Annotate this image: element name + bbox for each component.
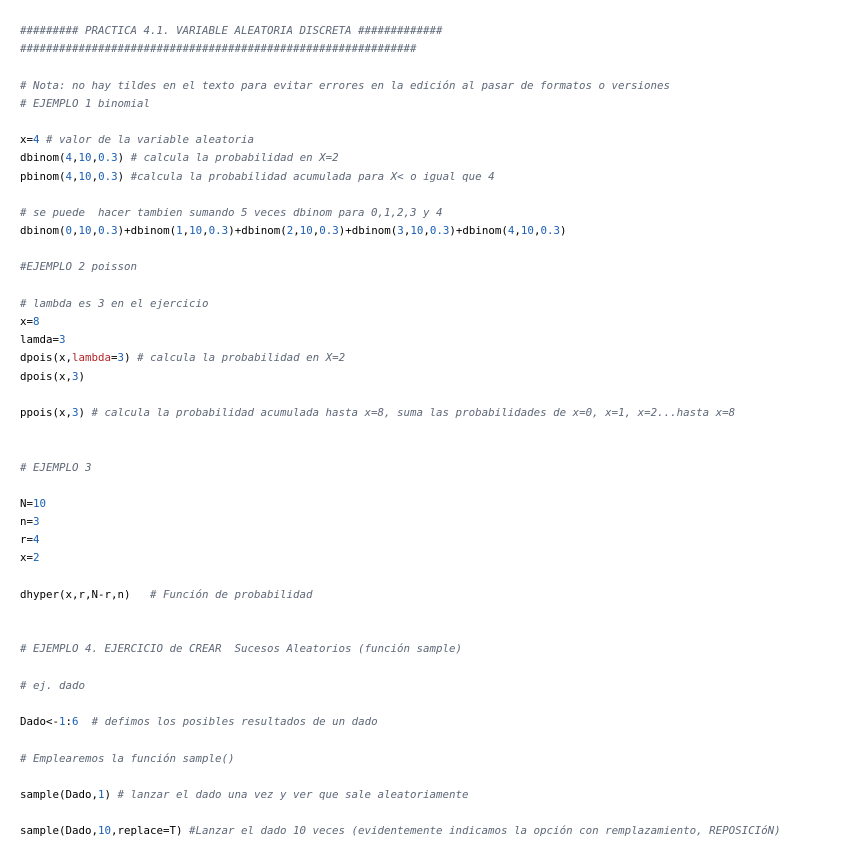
code-comment: ######### PRACTICA 4.1. VARIABLE ALEATORIA DISCRETA ############# [20, 24, 443, 37]
code-line[interactable] [20, 186, 848, 204]
code-token: , [182, 224, 190, 238]
code-comment: # calcula la probabilidad acumulada hasta x=8, suma las probabilidades de x=0, x=1, x=2...hasta x=8 [91, 405, 736, 419]
code-comment: # EJEMPLO 1 binomial [20, 96, 151, 110]
code-comment: # lanzar el dado una vez y ver que sale aleatoriamente [117, 787, 469, 801]
code-comment: # valor de la variable aleatoria [46, 133, 255, 147]
code-comment: # EJEMPLO 4. EJERCICIO de CREAR Sucesos Aleatorios (función sample) [20, 642, 463, 656]
numeric-literal: 10 [189, 224, 203, 238]
numeric-literal: 10 [33, 496, 47, 510]
code-line[interactable] [20, 713, 848, 731]
code-token: dpois(x, [20, 351, 73, 365]
code-comment: ############################################################# [20, 42, 417, 56]
numeric-literal: 4 [65, 151, 73, 165]
code-line[interactable] [20, 204, 848, 222]
code-token: ) [78, 369, 86, 383]
code-token: x= [20, 133, 34, 147]
code-comment: # lambda es 3 en el ejercicio [20, 296, 209, 310]
numeric-literal: 4 [65, 169, 73, 183]
numeric-literal: 0.3 [98, 169, 118, 183]
code-comment: # ej. dado [20, 678, 86, 692]
numeric-literal: 3 [72, 405, 79, 419]
code-token: , [91, 151, 99, 165]
code-token: dbinom( [20, 224, 66, 238]
numeric-literal: 0.3 [429, 224, 450, 238]
code-line[interactable] [20, 586, 848, 604]
code-line[interactable] [20, 113, 848, 131]
code-line[interactable] [20, 277, 848, 295]
code-token: x= [20, 315, 34, 328]
code-comment: # calcula la probabilidad en X=2 [130, 151, 339, 165]
numeric-literal: 10 [299, 224, 313, 238]
numeric-literal: 4 [33, 533, 40, 547]
numeric-literal: 0.3 [208, 224, 229, 238]
code-token: : [65, 715, 73, 729]
code-token: , [533, 224, 541, 238]
code-line[interactable] [20, 640, 848, 658]
numeric-literal: 6 [72, 715, 79, 729]
code-line[interactable] [20, 404, 848, 422]
code-line[interactable] [20, 240, 848, 258]
code-token: ) [78, 405, 92, 419]
code-token: dbinom( [20, 151, 66, 165]
code-line[interactable] [20, 349, 848, 367]
code-line[interactable] [20, 531, 848, 549]
code-line[interactable] [20, 440, 848, 458]
code-line[interactable] [20, 604, 848, 622]
numeric-literal: 3 [397, 224, 404, 238]
numeric-literal: 3 [72, 369, 79, 383]
code-token: )+dbinom( [228, 224, 287, 238]
code-line[interactable] [20, 258, 848, 276]
code-token: ,replace=T) [111, 824, 190, 838]
numeric-literal: 3 [117, 351, 125, 365]
code-token: , [91, 169, 99, 183]
code-token: , [202, 224, 209, 238]
code-line[interactable] [20, 459, 848, 477]
code-token: sample(Dado, [20, 787, 99, 801]
code-token: ) [117, 151, 131, 165]
numeric-literal: 3 [33, 515, 40, 529]
numeric-literal: 0.3 [98, 224, 118, 238]
code-token: lamda= [20, 333, 60, 347]
code-line[interactable] [20, 131, 848, 149]
code-comment: #EJEMPLO 2 poisson [20, 260, 138, 274]
code-token: ) [117, 169, 131, 183]
numeric-literal: 10 [98, 824, 112, 838]
numeric-literal: 3 [59, 333, 66, 347]
code-line[interactable] [20, 313, 848, 331]
code-line[interactable] [20, 568, 848, 586]
code-line[interactable] [20, 477, 848, 495]
code-line[interactable] [20, 168, 848, 186]
code-line[interactable] [20, 95, 848, 113]
code-line[interactable] [20, 368, 848, 386]
code-token: x= [20, 551, 34, 565]
numeric-literal: 4 [507, 224, 515, 238]
code-token: , [72, 224, 79, 238]
code-token: ) [559, 224, 567, 238]
numeric-literal: 0.3 [98, 151, 118, 165]
code-token: pbinom( [20, 169, 66, 183]
code-line[interactable] [20, 422, 848, 440]
code-line[interactable] [20, 222, 848, 240]
code-token: , [293, 224, 300, 238]
code-token: dpois(x, [20, 369, 73, 383]
code-comment: # se puede hacer tambien sumando 5 veces dbinom para 0,1,2,3 y 4 [20, 205, 443, 219]
code-token [79, 715, 92, 728]
code-comment: # EJEMPLO 3 [20, 460, 92, 474]
numeric-literal: 0.3 [319, 224, 339, 238]
numeric-literal: 4 [33, 133, 40, 147]
code-token: ) [124, 351, 138, 365]
code-token: , [514, 224, 521, 238]
code-comment: #calcula la probabilidad acumulada para X< o igual que 4 [130, 169, 495, 183]
numeric-literal: 0.3 [540, 224, 560, 238]
numeric-literal: 8 [33, 315, 40, 328]
code-line[interactable] [20, 58, 848, 76]
code-line[interactable] [20, 695, 848, 713]
code-token: Dado<- [20, 715, 60, 729]
code-line[interactable] [20, 659, 848, 677]
numeric-literal: 10 [410, 224, 424, 238]
code-token: , [91, 224, 99, 238]
code-comment: # Nota: no hay tildes en el texto para evitar errores en la edición al pasar de formatos o versiones [20, 78, 671, 92]
code-token: )+dbinom( [449, 224, 508, 238]
code-line[interactable] [20, 513, 848, 531]
code-token: , [403, 224, 411, 238]
code-comment: #Lanzar el dado 10 veces (evidentemente indicamos la opción con remplazamiento, REPOSICIóN) [189, 824, 781, 838]
code-line[interactable] [20, 386, 848, 404]
code-token: , [72, 151, 79, 165]
code-line[interactable] [20, 495, 848, 513]
code-line[interactable] [20, 822, 848, 840]
code-token: ppois(x, [20, 405, 73, 419]
code-comment: # defimos los posibles resultados de un dado [91, 715, 378, 729]
numeric-literal: 1 [176, 224, 183, 238]
code-line[interactable] [20, 731, 848, 749]
code-comment: # Emplearemos la función sample() [20, 751, 235, 765]
numeric-literal: 10 [78, 224, 92, 238]
numeric-literal: 1 [98, 787, 105, 801]
code-token: , [423, 224, 430, 238]
numeric-literal: 2 [33, 551, 40, 565]
code-line[interactable] [20, 622, 848, 640]
code-line[interactable] [20, 331, 848, 349]
code-line[interactable] [20, 549, 848, 567]
code-line[interactable] [20, 677, 848, 695]
code-line[interactable] [20, 22, 848, 40]
numeric-literal: 1 [59, 715, 66, 729]
code-line[interactable] [20, 750, 848, 768]
code-token: n= [20, 515, 34, 529]
code-token: , [72, 169, 79, 183]
code-line[interactable] [20, 786, 848, 804]
code-token: ) [104, 787, 118, 801]
code-comment: # Función de probabilidad [150, 587, 313, 601]
code-token: r= [20, 533, 34, 547]
numeric-literal: 10 [78, 151, 92, 165]
code-token: N= [20, 496, 34, 510]
numeric-literal: 0 [65, 224, 73, 238]
code-line[interactable] [20, 40, 848, 58]
numeric-literal: 2 [286, 224, 294, 238]
code-line[interactable] [20, 77, 848, 95]
code-line[interactable] [20, 295, 848, 313]
code-line[interactable] [20, 149, 848, 167]
code-token: sample(Dado, [20, 824, 99, 838]
code-line[interactable] [20, 804, 848, 822]
code-token: )+dbinom( [338, 224, 398, 238]
code-token: , [312, 224, 320, 238]
numeric-literal: 10 [78, 169, 92, 183]
code-token: dhyper(x,r,N-r,n) [20, 587, 151, 601]
code-token: = [111, 351, 118, 365]
code-token: )+dbinom( [117, 224, 177, 238]
code-line[interactable] [20, 768, 848, 786]
code-comment: # calcula la probabilidad en X=2 [137, 351, 346, 365]
numeric-literal: 10 [520, 224, 534, 238]
argument-name: lambda [72, 351, 112, 365]
